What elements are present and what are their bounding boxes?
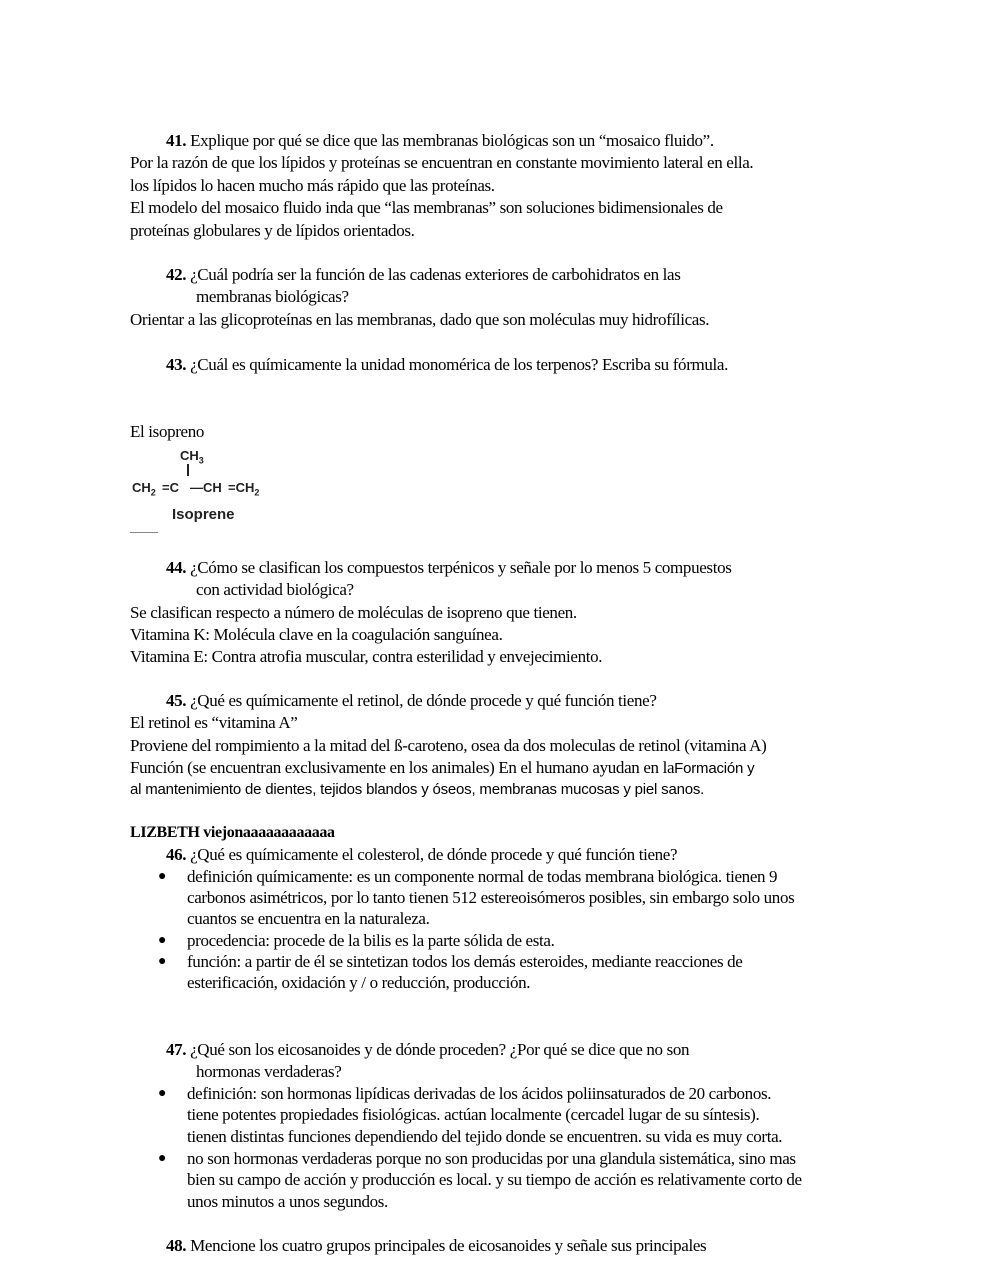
bullet-text: definición: son hormonas lipídicas derivadas de los ácidos poliinsaturados de 20 carbonos. <box>187 1084 772 1103</box>
question-text: ¿Cómo se clasifican los compuestos terpénicos y señale por lo menos 5 compuestos <box>190 558 732 577</box>
formula-eq2: $=CH_2$ <box>228 480 260 498</box>
answer-line: El modelo del mosaico fluido inda que “las membranas” son soluciones bidimensionales de <box>130 198 723 217</box>
question-number: 43. <box>166 355 187 374</box>
bullet-icon: ● <box>158 954 167 969</box>
author-heading: LIZBETH viejonaaaaaaaaaaaa <box>130 824 335 841</box>
answer-line: los lípidos lo hacen mucho más rápido que las proteínas. <box>130 176 495 195</box>
question-text: ¿Qué son los eicosanoides y de dónde proceden? ¿Por qué se dice que no son <box>190 1040 690 1059</box>
answer-line <box>130 758 754 779</box>
question-text: ¿Cuál es químicamente la unidad monomérica de los terpenos? Escriba su fórmula. <box>190 355 729 374</box>
answer-line: proteínas globulares y de lípidos orientados. <box>130 221 415 240</box>
formula-dash: —CH <box>190 480 222 495</box>
bullet-text: no son hormonas verdaderas porque no son producidas por una glandula sistemática, sino mas <box>187 1149 796 1168</box>
question-text: con actividad biológica? <box>196 580 354 599</box>
answer-line: Proviene del rompimiento a la mitad del ß-caroteno, osea da dos moleculas de retinol (vitamina A) <box>130 736 767 755</box>
question-48 <box>166 1236 706 1256</box>
question-number: 41. <box>166 131 187 150</box>
question-text: Explique por qué se dice que las membranas biológicas son un “mosaico fluido”. <box>190 131 714 150</box>
question-number: 45. <box>166 691 187 710</box>
bullet-text: tienen distintas funciones dependiendo del tejido donde se encuentren. su vida es muy corta. <box>187 1127 783 1146</box>
answer-line: Vitamina E: Contra atrofia muscular, contra esterilidad y envejecimiento. <box>130 647 603 666</box>
bullet-text: carbonos asimétricos, por lo tanto tienen 512 estereoisómeros posibles, sin embargo solo unos <box>187 888 795 907</box>
question-text: Mencione los cuatro grupos principales de eicosanoides y señale sus principales <box>190 1236 707 1255</box>
answer-line: Vitamina K: Molécula clave en la coagulación sanguínea. <box>130 625 503 644</box>
question-text: ¿Cuál podría ser la función de las cadenas exteriores de carbohidratos en las <box>190 265 681 284</box>
bullet-icon: ● <box>158 1086 167 1101</box>
answer-line: Se clasifican respecto a número de moléculas de isopreno que tienen. <box>130 603 577 622</box>
bond-line <box>187 464 189 476</box>
bullet-text: unos minutos a unos segundos. <box>187 1192 388 1211</box>
question-47 <box>166 1040 689 1060</box>
formula-ch3: $CH_3$ <box>180 448 204 466</box>
question-46 <box>166 845 677 865</box>
answer-line: El retinol es “vitamina A” <box>130 713 298 732</box>
caption-mark <box>130 532 158 533</box>
answer-line: Orientar a las glicoproteínas en las membranas, dado que son moléculas muy hidrofílicas. <box>130 310 710 329</box>
bullet-text: función: a partir de él se sintetizan todos los demás esteroides, mediante reacciones de <box>187 952 743 971</box>
question-text: ¿Qué es químicamente el retinol, de dónde procede y qué función tiene? <box>190 691 657 710</box>
bullet-text: definición químicamente: es un componente normal de todas membrana biológica. tienen 9 <box>187 867 778 886</box>
question-number: 44. <box>166 558 187 577</box>
formula-eq1: =C <box>162 480 179 495</box>
isoprene-structure-image <box>128 446 298 538</box>
bullet-icon: ● <box>158 933 167 948</box>
answer-line: El isopreno <box>130 422 205 441</box>
bullet-icon: ● <box>158 869 167 884</box>
question-44 <box>166 558 732 578</box>
question-number: 46. <box>166 845 187 864</box>
question-number: 42. <box>166 265 187 284</box>
question-text: membranas biológicas? <box>196 287 349 306</box>
question-41 <box>166 131 714 151</box>
question-42 <box>166 265 681 285</box>
bullet-text: tiene potentes propiedades fisiológicas. actúan localmente (cercadel lugar de su síntesis). <box>187 1105 760 1124</box>
answer-text-sans: Formación y <box>674 760 755 777</box>
formula-left: $CH_2$ <box>132 480 156 498</box>
bullet-text: procedencia: procede de la bilis es la parte sólida de esta. <box>187 931 555 950</box>
question-45 <box>166 691 657 711</box>
bullet-icon: ● <box>158 1151 167 1166</box>
question-number: 47. <box>166 1040 187 1059</box>
bullet-text: esterificación, oxidación y / o reducción, producción. <box>187 973 531 992</box>
question-number: 48. <box>166 1236 187 1255</box>
answer-line: al mantenimiento de dientes, tejidos blandos y óseos, membranas mucosas y piel sanos. <box>130 781 705 798</box>
bullet-text: bien su campo de acción y producción es local. y su tiempo de acción es relativamente corto de <box>187 1170 802 1189</box>
question-43 <box>166 355 728 375</box>
question-text: ¿Qué es químicamente el colesterol, de dónde procede y qué función tiene? <box>190 845 678 864</box>
bullet-text: cuantos se encuentra en la naturaleza. <box>187 909 430 928</box>
answer-line: Por la razón de que los lípidos y proteínas se encuentran en constante movimiento lateral en ella. <box>130 153 754 172</box>
answer-text: Función (se encuentran exclusivamente en los animales) En el humano ayudan en la <box>130 758 675 777</box>
formula-label: Isoprene <box>172 506 235 523</box>
question-text: hormonas verdaderas? <box>196 1062 342 1081</box>
